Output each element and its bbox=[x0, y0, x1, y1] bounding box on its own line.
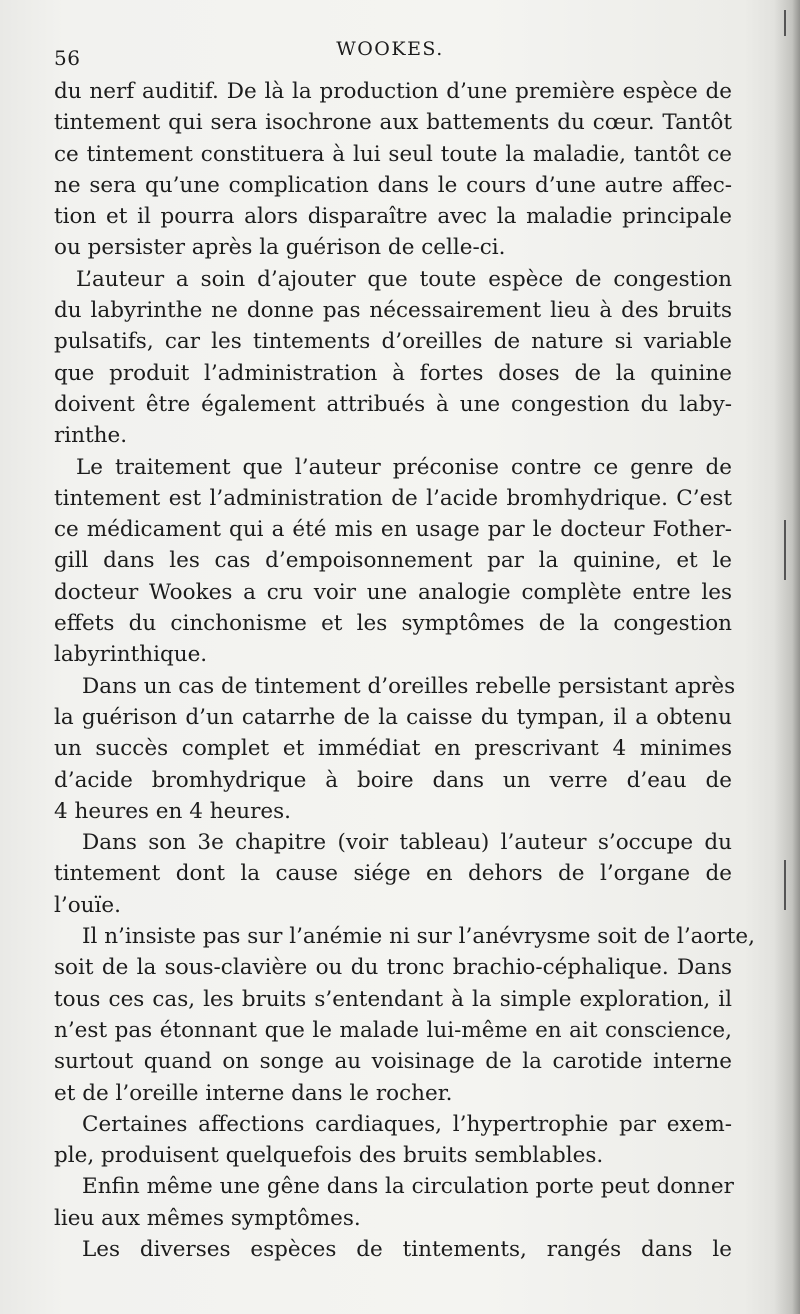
edge-mark bbox=[784, 520, 786, 580]
text-line: du labyrinthe ne donne pas nécessairement lieu à des bruits bbox=[54, 298, 732, 324]
text-line: Certaines affections cardiaques, l’hypertrophie par exem- bbox=[82, 1111, 732, 1137]
text-body bbox=[54, 76, 755, 1265]
text-line: ou persister après la guérison de celle-ci. bbox=[54, 235, 506, 261]
text-line: rinthe. bbox=[54, 423, 128, 449]
text-line: n’est pas étonnant que le malade lui-même en ait conscience, bbox=[54, 1017, 732, 1043]
text-line: effets du cinchonisme et les symptômes de la congestion bbox=[54, 611, 732, 637]
text-line: ce médicament qui a été mis en usage par le docteur Fother- bbox=[54, 517, 732, 543]
text-line: 4 heures en 4 heures. bbox=[54, 798, 292, 824]
text-line: l’ouïe. bbox=[54, 892, 121, 918]
edge-mark bbox=[784, 10, 786, 36]
running-head bbox=[54, 38, 726, 68]
text-line: ce tintement constituera à lui seul toute la maladie, tantôt ce bbox=[54, 141, 732, 167]
text-line: Les diverses espèces de tintements, rangés dans le bbox=[82, 1236, 732, 1262]
text-line: Dans un cas de tintement d’oreilles rebelle persistant après bbox=[82, 673, 736, 699]
text-line: du nerf auditif. De là la production d’une première espèce de bbox=[54, 79, 732, 104]
text-line: et de l’oreille interne dans le rocher. bbox=[54, 1080, 453, 1106]
text-line: soit de la sous-clavière ou du tronc brachio-céphalique. Dans bbox=[54, 955, 732, 981]
text-line: tous ces cas, les bruits s’entendant à la simple exploration, il bbox=[54, 986, 732, 1012]
text-line: pulsatifs, car les tintements d’oreilles de nature si variable bbox=[54, 329, 732, 355]
text-line: doivent être également attribués à une congestion du laby- bbox=[54, 391, 732, 417]
running-title: WOOKES. bbox=[336, 38, 444, 60]
text-line: L’auteur a soin d’ajouter que toute espèce de congestion bbox=[76, 266, 732, 292]
text-line: tion et il pourra alors disparaître avec la maladie principale bbox=[54, 204, 732, 230]
text-line: Il n’insiste pas sur l’anémie ni sur l’anévrysme soit de l’aorte, bbox=[82, 924, 755, 950]
text-line: Le traitement que l’auteur préconise contre ce genre de bbox=[76, 454, 732, 480]
text-line: tintement dont la cause siége en dehors de l’organe de bbox=[54, 861, 732, 887]
text-line: ple, produisent quelquefois des bruits semblables. bbox=[54, 1143, 604, 1169]
page-edge-shadow bbox=[774, 0, 800, 1314]
text-line: Dans son 3e chapitre (voir tableau) l’auteur s’occupe du bbox=[82, 830, 732, 856]
edge-mark bbox=[784, 860, 786, 910]
text-line: docteur Wookes a cru voir une analogie complète entre les bbox=[54, 579, 732, 605]
text-line: lieu aux mêmes symptômes. bbox=[54, 1205, 361, 1231]
text-line: gill dans les cas d’empoisonnement par la quinine, et le bbox=[54, 548, 732, 574]
text-line: d’acide bromhydrique à boire dans un verre d’eau de bbox=[54, 767, 732, 793]
text-line: Enfin même une gêne dans la circulation porte peut donner bbox=[82, 1174, 734, 1200]
text-line: tintement qui sera isochrone aux battements du cœur. Tantôt bbox=[54, 110, 732, 136]
text-line: un succès complet et immédiat en prescrivant 4 minimes bbox=[54, 736, 732, 762]
text-line: tintement est l’administration de l’acide bromhydrique. C’est bbox=[54, 485, 732, 511]
text-line: surtout quand on songe au voisinage de la carotide interne bbox=[54, 1049, 732, 1075]
text-line: ne sera qu’une complication dans le cours d’une autre affec- bbox=[54, 172, 732, 198]
text-line: la guérison d’un catarrhe de la caisse du tympan, il a obtenu bbox=[54, 704, 732, 730]
text-line: que produit l’administration à fortes doses de la quinine bbox=[54, 360, 732, 386]
text-line: labyrinthique. bbox=[54, 642, 208, 668]
page-number: 56 bbox=[54, 46, 81, 70]
